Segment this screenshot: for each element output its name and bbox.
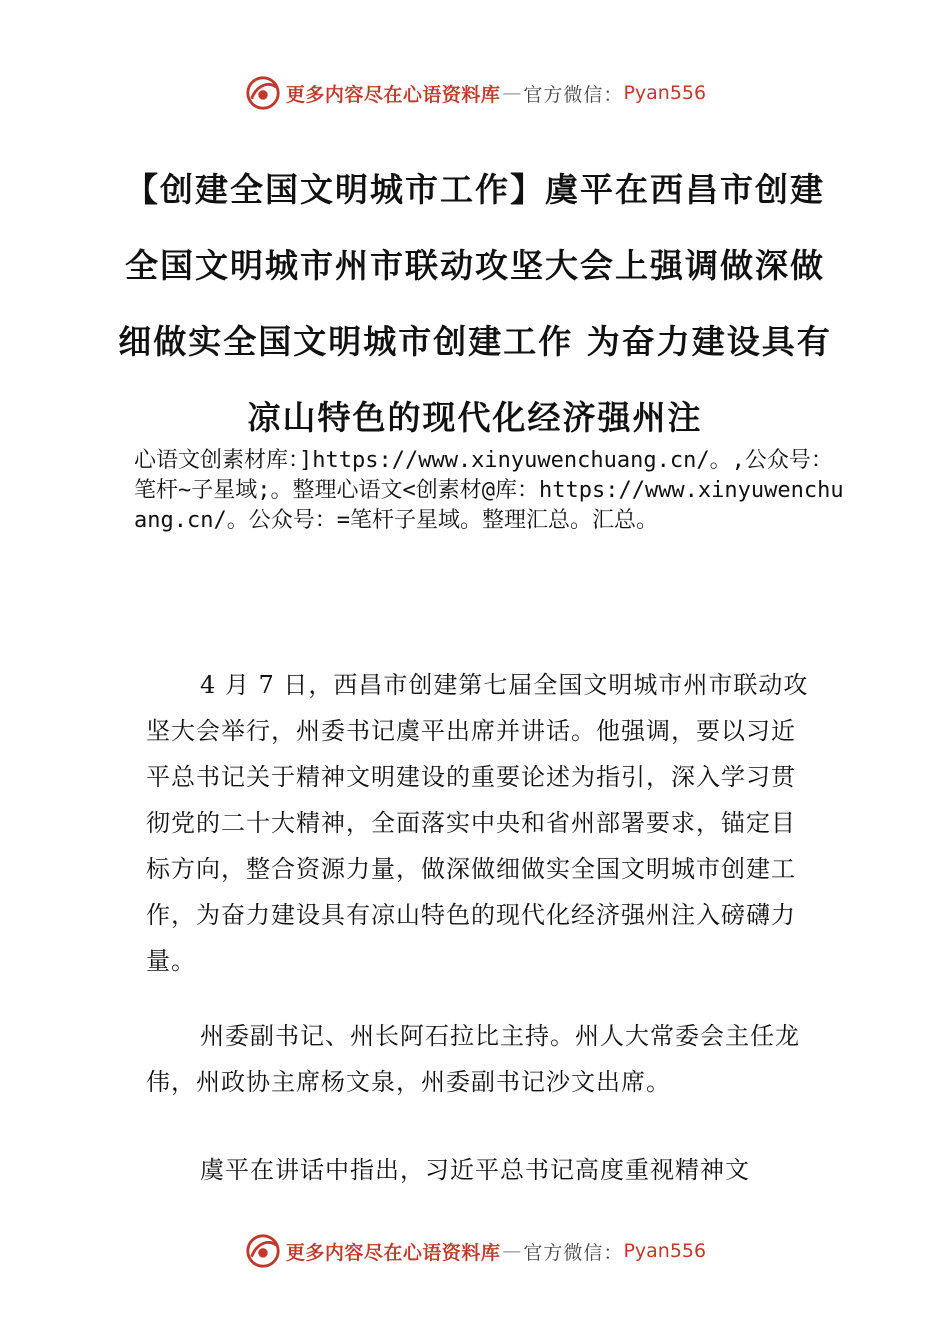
header-banner	[0, 68, 950, 118]
source-note: 心语文创素材库：]https://www.xinyuwenchuang.cn/。,公众号：笔杆~子星域;。整理心语文<创素材@库：https://www.xinyuwenchuang.cn/。公众号：=笔杆子星域。整理汇总。汇总。	[134, 448, 844, 533]
paragraph-3: 虞平在讲话中指出，习近平总书记高度重视精神文	[200, 1156, 750, 1184]
banner-label: 官方微信：	[523, 1241, 624, 1264]
paragraph-2: 州委副书记、州长阿石拉比主持。州人大常委会主任龙伟，州政协主席杨文泉，州委副书记沙文出席。	[146, 1022, 800, 1096]
banner-text: 更多内容尽在心语资料库	[285, 1241, 501, 1264]
brand-logo-icon	[244, 1232, 282, 1270]
banner-dash: —	[502, 82, 522, 104]
document-title: 【创建全国文明城市工作】虞平在西昌市创建全国文明城市州市联动攻坚大会上强调做深做细做实全国文明城市创建工作 为奋力建设具有凉山特色的现代化经济强州注	[118, 170, 832, 437]
brand-logo-icon	[244, 74, 282, 112]
banner-dash: —	[502, 1240, 522, 1262]
footer-banner	[0, 1226, 950, 1276]
banner-wechat-id: Pyan556	[623, 82, 707, 104]
banner-wechat-id: Pyan556	[623, 1240, 707, 1262]
banner-label: 官方微信：	[523, 83, 624, 106]
paragraph-1: 4 月 7 日，西昌市创建第七届全国文明城市州市联动攻坚大会举行，州委书记虞平出席并讲话。他强调，要以习近平总书记关于精神文明建设的重要论述为指引，深入学习贯彻党的二十大精神，全面落实中央和省州部署要求，锚定目标方向，整合资源力量，做深做细做实全国文明城市创建工作，为奋力建设具有凉山特色的现代化经济强州注入磅礴力量。	[146, 671, 809, 975]
banner-text: 更多内容尽在心语资料库	[285, 83, 501, 106]
